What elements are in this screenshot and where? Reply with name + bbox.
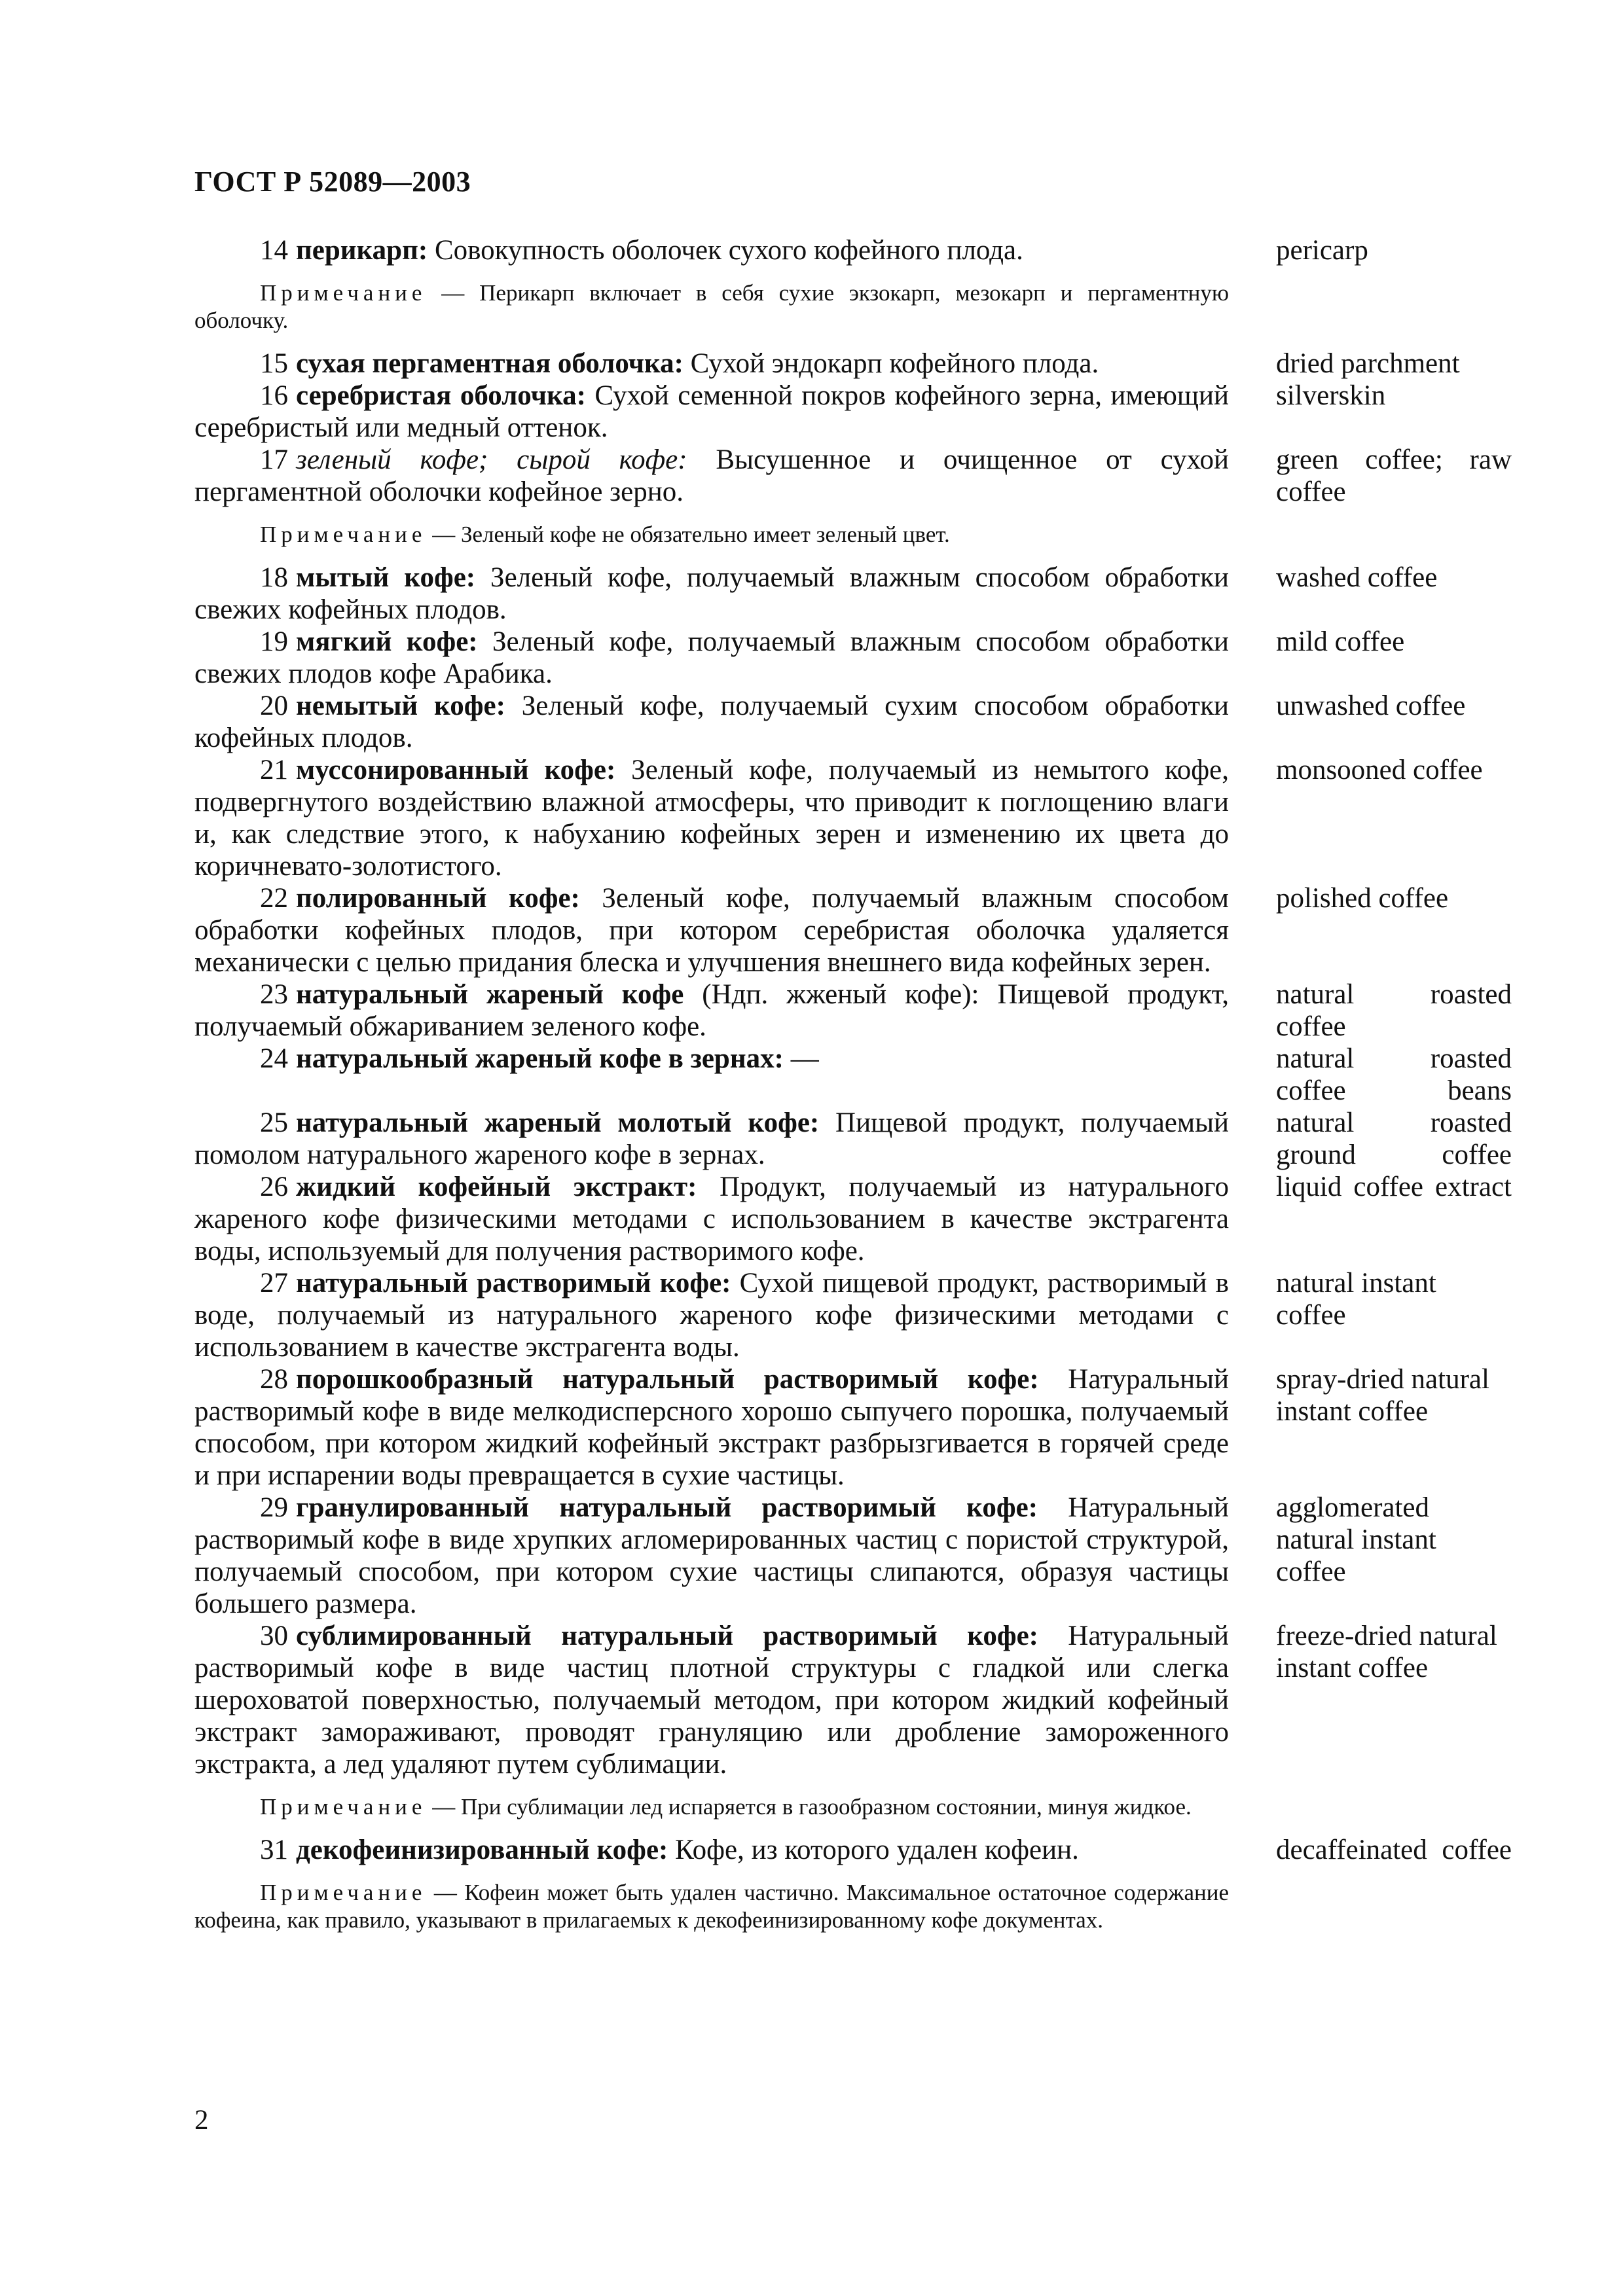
term-number: 24 (260, 1043, 288, 1074)
term-entry-27 (194, 1267, 1512, 1363)
term-name: порошкообразный натуральный растворимый кофе: (296, 1364, 1039, 1395)
term-entry-18 (194, 562, 1512, 626)
term-name: натуральный жареный кофе (296, 979, 684, 1010)
term-name: перикарп: (296, 235, 428, 266)
term-number: 30 (260, 1621, 288, 1651)
note-sublimation (194, 1793, 1229, 1821)
note-text: — Перикарп включает в себя сухие экзокарп, мезокарп и пергаментную оболочку. (194, 280, 1229, 333)
term-number: 31 (260, 1835, 288, 1865)
term-name: натуральный жареный молотый кофе: (296, 1107, 820, 1138)
term-english-equivalent: pericarp (1276, 235, 1368, 266)
term-name: сухая пергаментная оболочка: (296, 348, 684, 379)
term-english-equivalent: natural roasted coffee beans (1276, 1043, 1512, 1106)
term-entry-17 (194, 444, 1512, 508)
term-english-equivalent: unwashed coffee (1276, 691, 1466, 721)
document-header-title: ГОСТ Р 52089—2003 (194, 166, 471, 198)
term-number: 16 (260, 380, 288, 411)
note-label: Примечание (260, 522, 427, 547)
term-name: зеленый кофе; сырой кофе: (296, 444, 687, 475)
term-definition: Зеленый кофе, получаемый из немытого кофе, подвергнутого воздействию влажной атмосферы, что приводит к поглощению влаги и, как следствие этого, к набуханию кофейных зерен и изменению их цвета до коричневато-золотистого. (194, 755, 1229, 882)
term-number: 15 (260, 348, 288, 379)
term-entry-31 (194, 1834, 1512, 1866)
term-name: муссонированный кофе: (296, 755, 616, 785)
note-label: Примечание (260, 1880, 427, 1905)
term-entry-19 (194, 626, 1512, 690)
note-text: — Кофеин может быть удален частично. Максимальное остаточное содержание кофеина, как правило, указывают в прилагаемых к декофеинизированному кофе документах. (194, 1880, 1229, 1933)
term-name: мытый кофе: (296, 562, 476, 593)
note-label: Примечание (260, 1794, 427, 1820)
terms-list (194, 234, 1512, 1947)
term-entry-21 (194, 754, 1512, 882)
term-english-equivalent: freeze-dried natural instant coffee (1276, 1621, 1497, 1683)
term-number: 26 (260, 1172, 288, 1202)
term-english-equivalent: natural roasted coffee (1276, 979, 1512, 1042)
note-text: — При сублимации лед испаряется в газообразном состоянии, минуя жидкое. (426, 1794, 1192, 1820)
term-entry-28 (194, 1363, 1512, 1492)
term-definition: Натуральный растворимый кофе в виде хрупких агломерированных частиц с пористой структурой, получаемый способом, при котором сухие частицы слипаются, образуя частицы большего размера. (194, 1492, 1230, 1619)
term-number: 25 (260, 1107, 288, 1138)
term-english-equivalent: silverskin (1276, 380, 1386, 411)
term-number: 17 (260, 444, 288, 475)
term-definition: Натуральный растворимый кофе в виде частиц плотной структуры с гладкой или слегка шероховатой поверхностью, получаемый методом, при котором жидкий кофейный экстракт замораживают, проводят грануляцию или дробление замороженного экстракта, а лед удаляют путем сублимации. (194, 1621, 1229, 1780)
term-number: 22 (260, 883, 288, 914)
term-definition: Высушенное и очищенное от сухой пергаментной оболочки кофейное зерно. (194, 444, 1230, 507)
term-number: 14 (260, 235, 288, 266)
term-number: 27 (260, 1268, 288, 1299)
term-definition: Сухой семенной покров кофейного зерна, имеющий серебристый или медный оттенок. (194, 380, 1229, 443)
term-entry-25 (194, 1107, 1512, 1171)
term-name: полированный кофе: (296, 883, 580, 914)
term-entry-29 (194, 1492, 1512, 1620)
page-number: 2 (194, 2105, 209, 2136)
note-green-coffee (194, 521, 1229, 548)
term-number: 19 (260, 626, 288, 657)
term-english-equivalent: liquid coffee extract (1276, 1172, 1512, 1202)
term-english-equivalent: washed coffee (1276, 562, 1438, 593)
term-name: гранулированный натуральный растворимый кофе: (296, 1492, 1038, 1523)
term-english-equivalent: dried parchment (1276, 348, 1460, 379)
term-number: 29 (260, 1492, 288, 1523)
term-definition: Продукт, получаемый из натурального жареного кофе физическими методами с использованием в качестве экстрагента воды, используемый для получения растворимого кофе. (194, 1172, 1229, 1266)
term-definition: Сухой эндокарп кофейного плода. (683, 348, 1099, 379)
term-definition: Кофе, из которого удален кофеин. (668, 1835, 1079, 1865)
term-english-equivalent: polished coffee (1276, 883, 1449, 914)
term-definition: Зеленый кофе, получаемый влажным способом обработки кофейных плодов, при котором серебристая оболочка удаляется механически с целью придания блеска и улучшения внешнего вида кофейных зерен. (194, 883, 1229, 978)
term-definition: (Ндп. жженый кофе): Пищевой продукт, получаемый обжариванием зеленого кофе. (194, 979, 1229, 1042)
term-entry-22 (194, 882, 1512, 978)
term-english-equivalent: agglomerated natural instant coffee (1276, 1492, 1436, 1587)
term-entry-23 (194, 978, 1512, 1043)
term-entry-30 (194, 1620, 1512, 1780)
note-pericarp (194, 279, 1229, 334)
term-name: натуральный растворимый кофе: (296, 1268, 731, 1299)
term-english-equivalent: natural instant coffee (1276, 1268, 1436, 1331)
term-entry-16 (194, 380, 1512, 444)
term-english-equivalent: decaffeinated coffee (1276, 1835, 1512, 1865)
term-english-equivalent: green coffee; raw coffee (1276, 444, 1512, 507)
term-english-equivalent: mild coffee (1276, 626, 1405, 657)
term-english-equivalent: monsooned coffee (1276, 755, 1483, 785)
term-definition: Натуральный растворимый кофе в виде мелкодисперсного хорошо сыпучего порошка, получаемый способом, при котором жидкий кофейный экстракт разбрызгивается в горячей среде и при испарении воды превращается в сухие частицы. (194, 1364, 1229, 1491)
term-number: 28 (260, 1364, 288, 1395)
term-english-equivalent: natural roasted ground coffee (1276, 1107, 1512, 1170)
term-name: натуральный жареный кофе в зернах: (296, 1043, 784, 1074)
term-definition: Сухой пищевой продукт, растворимый в воде, получаемый из натурального жареного кофе физическими методами с использованием в качестве экстрагента воды. (194, 1268, 1229, 1363)
term-definition: Зеленый кофе, получаемый влажным способом обработки свежих плодов кофе Арабика. (194, 626, 1229, 689)
term-definition: Зеленый кофе, получаемый сухим способом обработки кофейных плодов. (194, 691, 1229, 753)
term-definition: Совокупность оболочек сухого кофейного плода. (428, 235, 1023, 266)
note-text: — Зеленый кофе не обязательно имеет зеленый цвет. (426, 522, 950, 547)
term-name: жидкий кофейный экстракт: (296, 1172, 697, 1202)
term-number: 20 (260, 691, 288, 721)
term-number: 21 (260, 755, 288, 785)
term-number: 23 (260, 979, 288, 1010)
term-definition: Пищевой продукт, получаемый помолом натурального жареного кофе в зернах. (194, 1107, 1229, 1170)
term-entry-24 (194, 1043, 1512, 1107)
note-decaffeinated (194, 1879, 1229, 1934)
term-entry-20 (194, 690, 1512, 754)
term-definition: Зеленый кофе, получаемый влажным способом обработки свежих кофейных плодов. (194, 562, 1230, 625)
term-entry-14 (194, 234, 1512, 266)
term-number: 18 (260, 562, 288, 593)
term-name: немытый кофе: (296, 691, 505, 721)
term-name: декофеинизированный кофе: (296, 1835, 668, 1865)
term-definition: — (783, 1043, 819, 1074)
term-entry-15 (194, 348, 1512, 380)
term-name: мягкий кофе: (296, 626, 478, 657)
term-name: сублимированный натуральный растворимый кофе: (296, 1621, 1038, 1651)
term-english-equivalent: spray-dried natural instant coffee (1276, 1364, 1489, 1427)
note-label: Примечание (260, 280, 427, 306)
term-name: серебристая оболочка: (296, 380, 586, 411)
term-entry-26 (194, 1171, 1512, 1267)
